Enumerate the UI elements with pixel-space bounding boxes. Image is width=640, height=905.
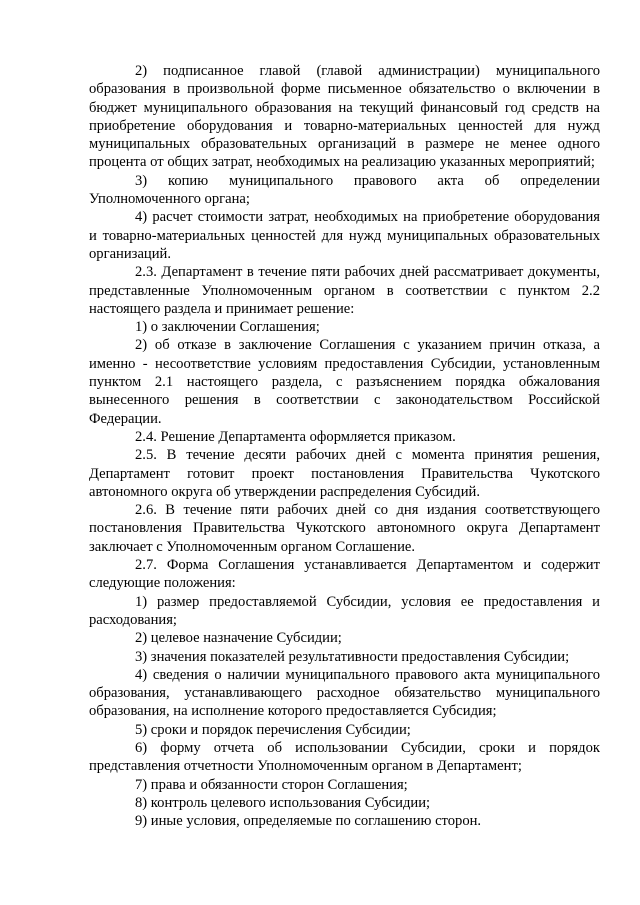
agreement-clause-1: 1) размер предоставляемой Субсидии, условия ее предоставления и расходования; — [89, 593, 600, 628]
paragraph-2-3: 2.3. Департамент в течение пяти рабочих дней рассматривает документы, представленные Уполномоченным органом в соответствии с пунктом 2.2 настоящего раздела и принимает решение: — [89, 264, 600, 317]
agreement-clause-2: 2) целевое назначение Субсидии; — [135, 630, 342, 647]
agreement-clause-4: 4) сведения о наличии муниципального правового акта муниципального образования, устанавливающего расходное обязательство муниципального образования, на исполнение которого предоставляется Субсидия; — [89, 666, 600, 720]
paragraph-item-3-copy-act: 3) копию муниципального правового акта об определении Уполномоченного органа; — [89, 172, 600, 208]
agreement-clause-7: 7) права и обязанности сторон Соглашения; — [135, 776, 408, 793]
paragraph-decision-2: 2) об отказе в заключение Соглашения с указанием причин отказа, а именно - несоответствие условиям предоставления Субсидии, установленным пунктом 2.1 настоящего раздела, с разъяснением порядка обжалования вынесенного решения в соответствии с законодательством Российской Федерации. — [89, 337, 600, 427]
paragraph-2-5: 2.5. В течение десяти рабочих дней с момента принятия решения, Департамент готовит проект постановления Правительства Чукотского автономного округа об утверждении распределения Субсидий. — [89, 447, 600, 500]
agreement-clause-6: 6) форму отчета об использовании Субсидии, сроки и порядок представления отчетности Уполномоченным органом в Департамент; — [89, 739, 600, 775]
paragraph-item-4-cost-calculation: 4) расчет стоимости затрат, необходимых на приобретение оборудования и товарно-материальных ценностей для нужд муниципальных образовательных организаций. — [89, 209, 600, 262]
paragraph-2-7: 2.7. Форма Соглашения устанавливается Департаментом и содержит следующие положения: — [89, 557, 600, 592]
agreement-clause-9: 9) иные условия, определяемые по соглашению сторон. — [135, 813, 482, 830]
agreement-clause-8: 8) контроль целевого использования Субсидии; — [135, 794, 431, 811]
agreement-clause-3: 3) значения показателей результативности предоставления Субсидии; — [135, 648, 570, 665]
document-page — [89, 62, 600, 830]
paragraph-2-6: 2.6. В течение пяти рабочих дней со дня издания соответствующего постановления Правительства Чукотского автономного округа Департамент заключает с Уполномоченным органом Соглашение. — [89, 502, 600, 555]
agreement-clause-5: 5) сроки и порядок перечисления Субсидии; — [135, 721, 411, 738]
paragraph-item-2-obligation: 2) подписанное главой (главой администрации) муниципального образования в произвольной форме письменное обязательство о включении в бюджет муниципального образования на текущий финансовый год средств на приобретение оборудования и товарно-материальных ценностей для нужд муниципальных образовательных организаций в размере не менее одного процента от общих затрат, необходимых на реализацию указанных мероприятий; — [89, 63, 600, 171]
paragraph-2-4: 2.4. Решение Департамента оформляется приказом. — [135, 428, 456, 445]
paragraph-decision-1: 1) о заключении Соглашения; — [135, 319, 320, 336]
